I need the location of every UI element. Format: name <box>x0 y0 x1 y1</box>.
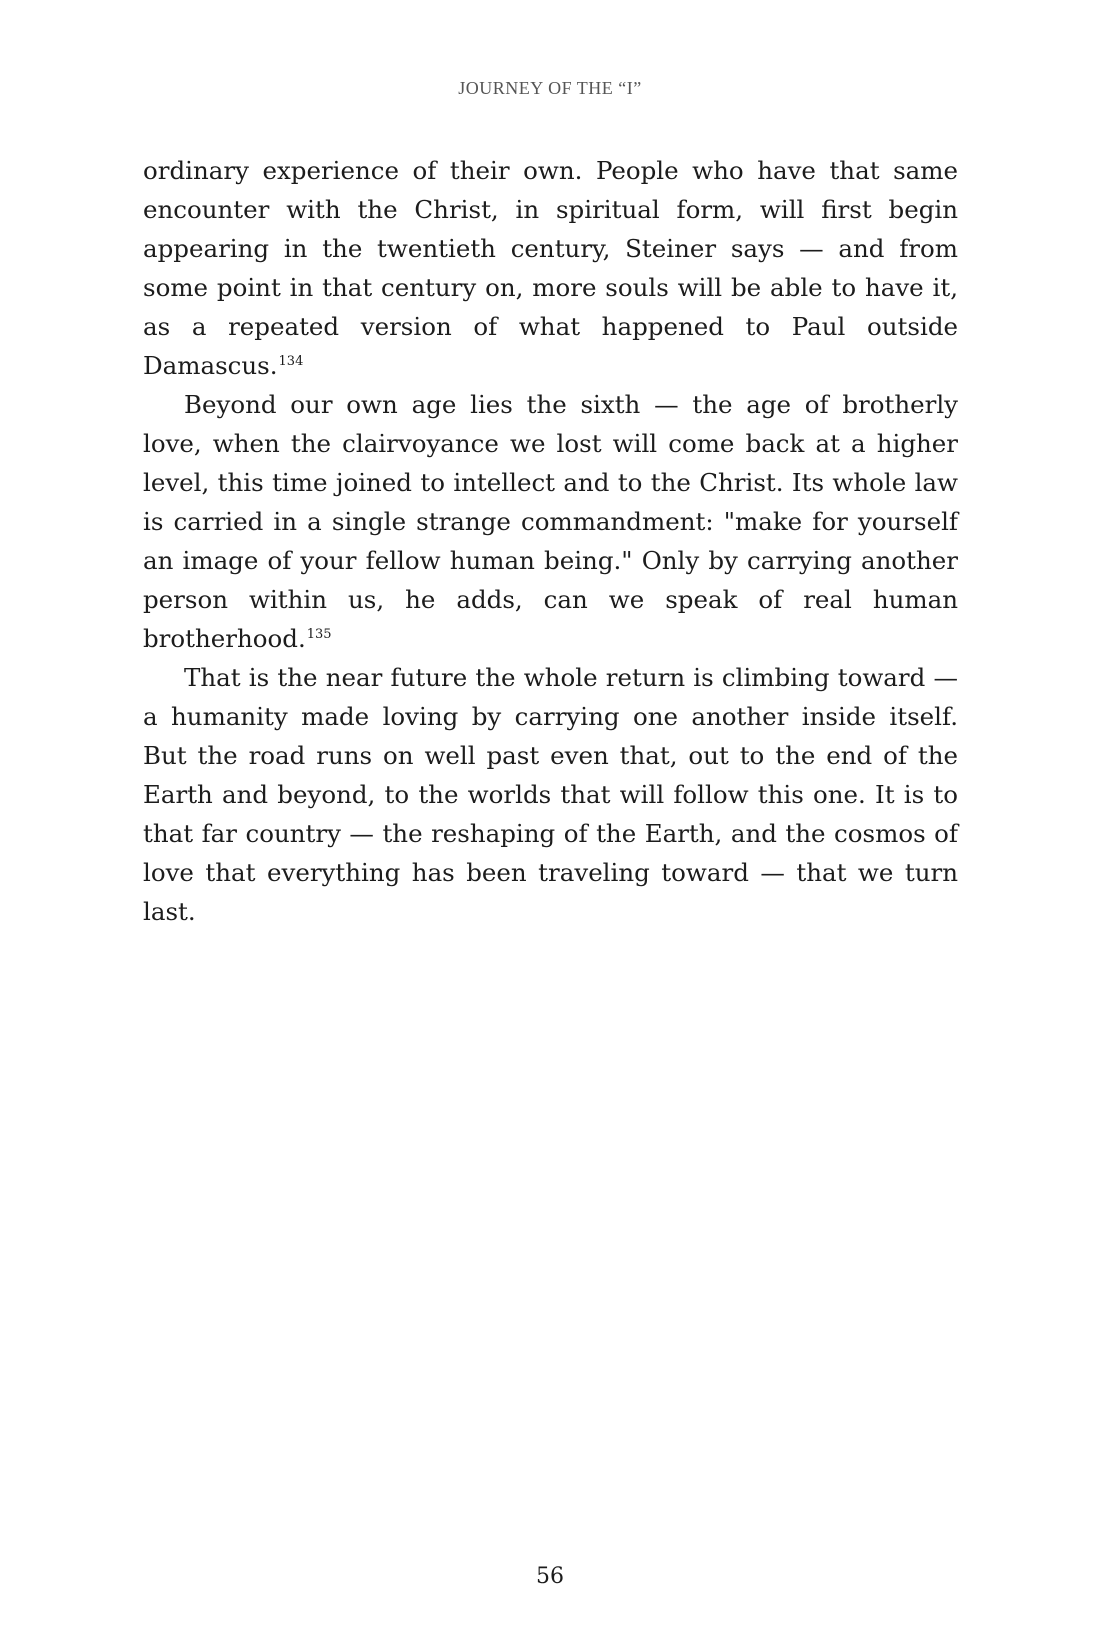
paragraph-text: That is the near future the whole return is climbing toward — a humanity made loving by carrying one another inside itself. But the road runs on well past even that, out to the end of the Earth and beyond, to the worlds that will follow this one. It is to that far country — the reshaping of the Earth, and the cosmos of love that everything has been traveling toward — that we turn last. <box>143 663 958 926</box>
footnote-marker[interactable]: 135 <box>306 627 332 642</box>
paragraph-2 <box>143 385 958 658</box>
running-head-title: JOURNEY OF THE “I” <box>458 78 642 98</box>
page-number: 56 <box>536 1564 564 1589</box>
paragraph-text: ordinary experience of their own. People who have that same encounter with the Christ, in spiritual form, will first begin appearing in the twentieth century, Steiner says — and from some point in that century on, more souls will be able to have it, as a repeated version of what happened to Paul outside Damascus. <box>143 156 958 380</box>
paragraph-1 <box>143 151 958 385</box>
paragraph-text: Beyond our own age lies the sixth — the age of brotherly love, when the clairvoyance we lost will come back at a higher level, this time joined to intellect and to the Christ. Its whole law is carried in a single strange commandment: "make for yourself an image of your fellow human being." Only by carrying another person within us, he adds, can we speak of real human brotherhood. <box>143 390 958 653</box>
paragraph-3 <box>143 658 958 931</box>
footnote-marker[interactable]: 134 <box>278 354 304 369</box>
body-text <box>143 151 958 931</box>
